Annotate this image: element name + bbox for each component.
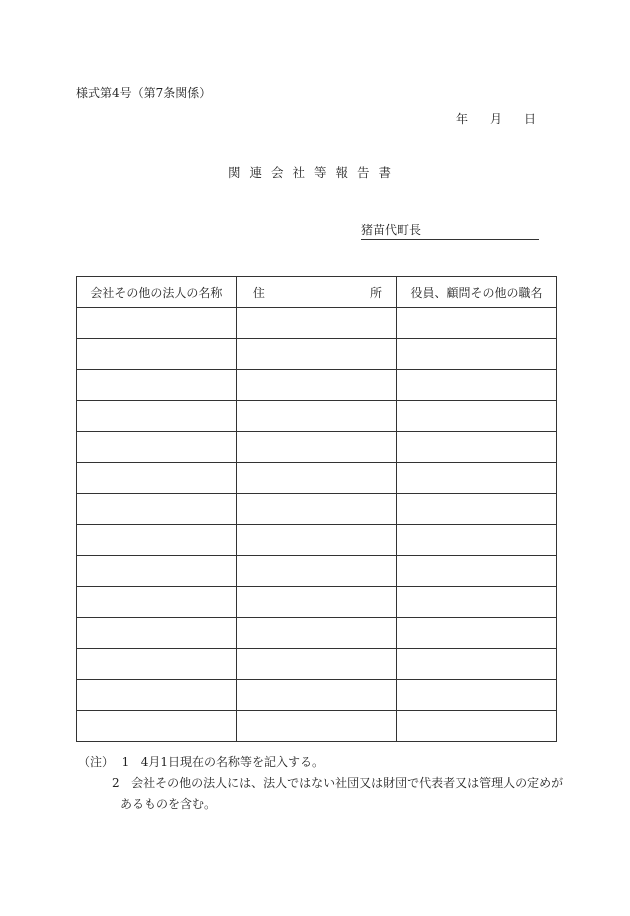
company-name-cell[interactable]	[77, 432, 237, 463]
table-row	[77, 618, 557, 649]
note-1	[78, 752, 563, 773]
position-cell[interactable]	[397, 463, 557, 494]
table-row	[77, 494, 557, 525]
address-cell[interactable]	[236, 525, 396, 556]
address-cell[interactable]	[236, 308, 396, 339]
header-address	[236, 277, 396, 308]
address-cell[interactable]	[236, 432, 396, 463]
position-cell[interactable]	[397, 308, 557, 339]
address-cell[interactable]	[236, 339, 396, 370]
report-table	[76, 276, 557, 742]
header-position: 役員、顧問その他の職名	[397, 277, 557, 308]
note-label: （注）	[78, 755, 115, 769]
note-1-text: 4月1日現在の名称等を記入する。	[140, 755, 325, 769]
company-name-cell[interactable]	[77, 401, 237, 432]
note-2	[78, 773, 563, 794]
position-cell[interactable]	[397, 432, 557, 463]
address-cell[interactable]	[236, 649, 396, 680]
address-cell[interactable]	[236, 711, 396, 742]
form-number: 様式第4号（第7条関係）	[76, 86, 212, 100]
table-row	[77, 525, 557, 556]
table-row	[77, 401, 557, 432]
position-cell[interactable]	[397, 618, 557, 649]
date-year: 年	[456, 112, 469, 126]
address-cell[interactable]	[236, 494, 396, 525]
table-row	[77, 370, 557, 401]
table-row	[77, 556, 557, 587]
company-name-cell[interactable]	[77, 680, 237, 711]
table-row	[77, 339, 557, 370]
note-1-num: 1	[121, 755, 130, 769]
company-name-cell[interactable]	[77, 649, 237, 680]
address-cell[interactable]	[236, 556, 396, 587]
company-name-cell[interactable]	[77, 711, 237, 742]
address-cell[interactable]	[236, 587, 396, 618]
position-cell[interactable]	[397, 370, 557, 401]
note-2-cont: あるものを含む。	[120, 797, 217, 811]
position-cell[interactable]	[397, 649, 557, 680]
position-cell[interactable]	[397, 680, 557, 711]
table-row	[77, 680, 557, 711]
company-name-cell[interactable]	[77, 370, 237, 401]
position-cell[interactable]	[397, 587, 557, 618]
company-name-cell[interactable]	[77, 308, 237, 339]
date-line	[456, 110, 558, 127]
position-cell[interactable]	[397, 401, 557, 432]
position-cell[interactable]	[397, 556, 557, 587]
address-cell[interactable]	[236, 680, 396, 711]
position-cell[interactable]	[397, 711, 557, 742]
header-company-name: 会社その他の法人の名称	[77, 277, 237, 308]
date-month: 月	[490, 112, 503, 126]
header-address-1: 住	[252, 285, 265, 300]
company-name-cell[interactable]	[77, 556, 237, 587]
header-address-2: 所	[370, 285, 383, 300]
position-cell[interactable]	[397, 494, 557, 525]
table-row	[77, 649, 557, 680]
company-name-cell[interactable]	[77, 618, 237, 649]
table-row	[77, 308, 557, 339]
company-name-cell[interactable]	[77, 339, 237, 370]
addressee: 猪苗代町長	[361, 221, 539, 240]
table-row	[77, 587, 557, 618]
notes	[78, 752, 563, 815]
table-row	[77, 432, 557, 463]
position-cell[interactable]	[397, 339, 557, 370]
date-day: 日	[524, 112, 537, 126]
company-name-cell[interactable]	[77, 494, 237, 525]
table-header-row	[77, 277, 557, 308]
position-cell[interactable]	[397, 525, 557, 556]
company-name-cell[interactable]	[77, 463, 237, 494]
address-cell[interactable]	[236, 618, 396, 649]
address-cell[interactable]	[236, 401, 396, 432]
table-row	[77, 711, 557, 742]
company-name-cell[interactable]	[77, 587, 237, 618]
document-title: 関連会社等報告書	[228, 165, 401, 180]
address-cell[interactable]	[236, 370, 396, 401]
note-2-num: 2	[112, 776, 120, 790]
table-row	[77, 463, 557, 494]
note-2-text: 会社その他の法人には、法人ではない社団又は財団で代表者又は管理人の定めが	[131, 776, 564, 790]
company-name-cell[interactable]	[77, 525, 237, 556]
address-cell[interactable]	[236, 463, 396, 494]
